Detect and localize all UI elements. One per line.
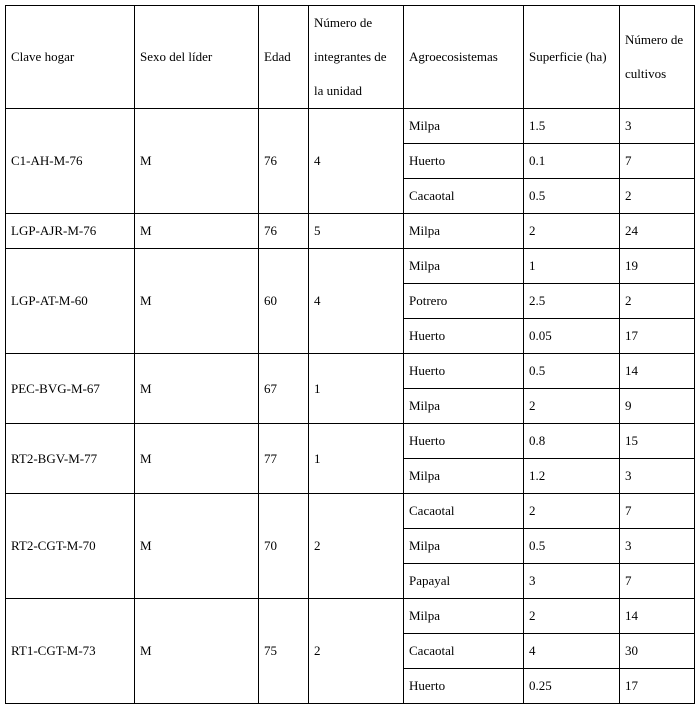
crops-cell: 14	[620, 354, 695, 389]
header-cell: Superficie (ha)	[524, 6, 620, 109]
leader-sex-cell: M	[135, 109, 259, 214]
agroecosystem-cell: Cacaotal	[404, 634, 524, 669]
surface-cell: 0.8	[524, 424, 620, 459]
agroecosystem-cell: Milpa	[404, 214, 524, 249]
age-cell: 76	[259, 214, 309, 249]
crops-cell: 14	[620, 599, 695, 634]
leader-sex-cell: M	[135, 354, 259, 424]
surface-cell: 0.05	[524, 319, 620, 354]
agroecosystem-cell: Huerto	[404, 319, 524, 354]
members-cell: 2	[309, 599, 404, 704]
leader-sex-cell: M	[135, 214, 259, 249]
leader-sex-cell: M	[135, 249, 259, 354]
age-cell: 67	[259, 354, 309, 424]
members-cell: 1	[309, 424, 404, 494]
surface-cell: 2	[524, 389, 620, 424]
members-cell: 4	[309, 109, 404, 214]
surface-cell: 3	[524, 564, 620, 599]
age-cell: 77	[259, 424, 309, 494]
crops-cell: 2	[620, 284, 695, 319]
crops-cell: 3	[620, 109, 695, 144]
header-cell: Agroecosistemas	[404, 6, 524, 109]
crops-cell: 17	[620, 669, 695, 704]
crops-cell: 19	[620, 249, 695, 284]
table-row	[6, 214, 695, 249]
header-cell: Clave hogar	[6, 6, 135, 109]
household-key-cell: RT2-BGV-M-77	[6, 424, 135, 494]
table-row	[6, 424, 695, 459]
header-cell: Número de integrantes de la unidad	[309, 6, 404, 109]
crops-cell: 15	[620, 424, 695, 459]
household-key-cell: RT1-CGT-M-73	[6, 599, 135, 704]
members-cell: 2	[309, 494, 404, 599]
crops-cell: 7	[620, 564, 695, 599]
agroecosystem-cell: Huerto	[404, 424, 524, 459]
agroecosystem-cell: Huerto	[404, 144, 524, 179]
age-cell: 60	[259, 249, 309, 354]
crops-cell: 3	[620, 459, 695, 494]
crops-cell: 7	[620, 494, 695, 529]
agroecosystem-cell: Milpa	[404, 249, 524, 284]
agroecosystem-cell: Milpa	[404, 599, 524, 634]
table-row	[6, 109, 695, 144]
crops-cell: 17	[620, 319, 695, 354]
members-cell: 5	[309, 214, 404, 249]
surface-cell: 2.5	[524, 284, 620, 319]
crops-cell: 30	[620, 634, 695, 669]
surface-cell: 2	[524, 494, 620, 529]
members-cell: 1	[309, 354, 404, 424]
agroecosystem-cell: Milpa	[404, 109, 524, 144]
surface-cell: 4	[524, 634, 620, 669]
age-cell: 70	[259, 494, 309, 599]
household-key-cell: LGP-AT-M-60	[6, 249, 135, 354]
age-cell: 75	[259, 599, 309, 704]
surface-cell: 0.5	[524, 179, 620, 214]
leader-sex-cell: M	[135, 494, 259, 599]
crops-cell: 9	[620, 389, 695, 424]
header-cell: Edad	[259, 6, 309, 109]
household-key-cell: PEC-BVG-M-67	[6, 354, 135, 424]
header-cell: Sexo del líder	[135, 6, 259, 109]
leader-sex-cell: M	[135, 599, 259, 704]
agroecosystem-cell: Papayal	[404, 564, 524, 599]
agroecosystem-cell: Huerto	[404, 669, 524, 704]
header-row	[6, 6, 695, 109]
members-cell: 4	[309, 249, 404, 354]
table-row	[6, 494, 695, 529]
household-key-cell: C1-AH-M-76	[6, 109, 135, 214]
crops-cell: 3	[620, 529, 695, 564]
surface-cell: 0.5	[524, 529, 620, 564]
surface-cell: 2	[524, 214, 620, 249]
crops-cell: 24	[620, 214, 695, 249]
agroecosystem-cell: Milpa	[404, 459, 524, 494]
header-cell: Número de cultivos	[620, 6, 695, 109]
age-cell: 76	[259, 109, 309, 214]
data-table	[5, 5, 695, 704]
agroecosystem-cell: Huerto	[404, 354, 524, 389]
agroecosystem-cell: Cacaotal	[404, 179, 524, 214]
agroecosystem-cell: Potrero	[404, 284, 524, 319]
agroecosystem-cell: Milpa	[404, 389, 524, 424]
surface-cell: 0.5	[524, 354, 620, 389]
agroecosystem-cell: Milpa	[404, 529, 524, 564]
table-body	[6, 109, 695, 704]
crops-cell: 7	[620, 144, 695, 179]
surface-cell: 0.1	[524, 144, 620, 179]
surface-cell: 0.25	[524, 669, 620, 704]
surface-cell: 2	[524, 599, 620, 634]
agroecosystem-cell: Cacaotal	[404, 494, 524, 529]
household-key-cell: RT2-CGT-M-70	[6, 494, 135, 599]
household-key-cell: LGP-AJR-M-76	[6, 214, 135, 249]
table-row	[6, 249, 695, 284]
surface-cell: 1	[524, 249, 620, 284]
table-row	[6, 599, 695, 634]
surface-cell: 1.2	[524, 459, 620, 494]
surface-cell: 1.5	[524, 109, 620, 144]
leader-sex-cell: M	[135, 424, 259, 494]
table-row	[6, 354, 695, 389]
crops-cell: 2	[620, 179, 695, 214]
